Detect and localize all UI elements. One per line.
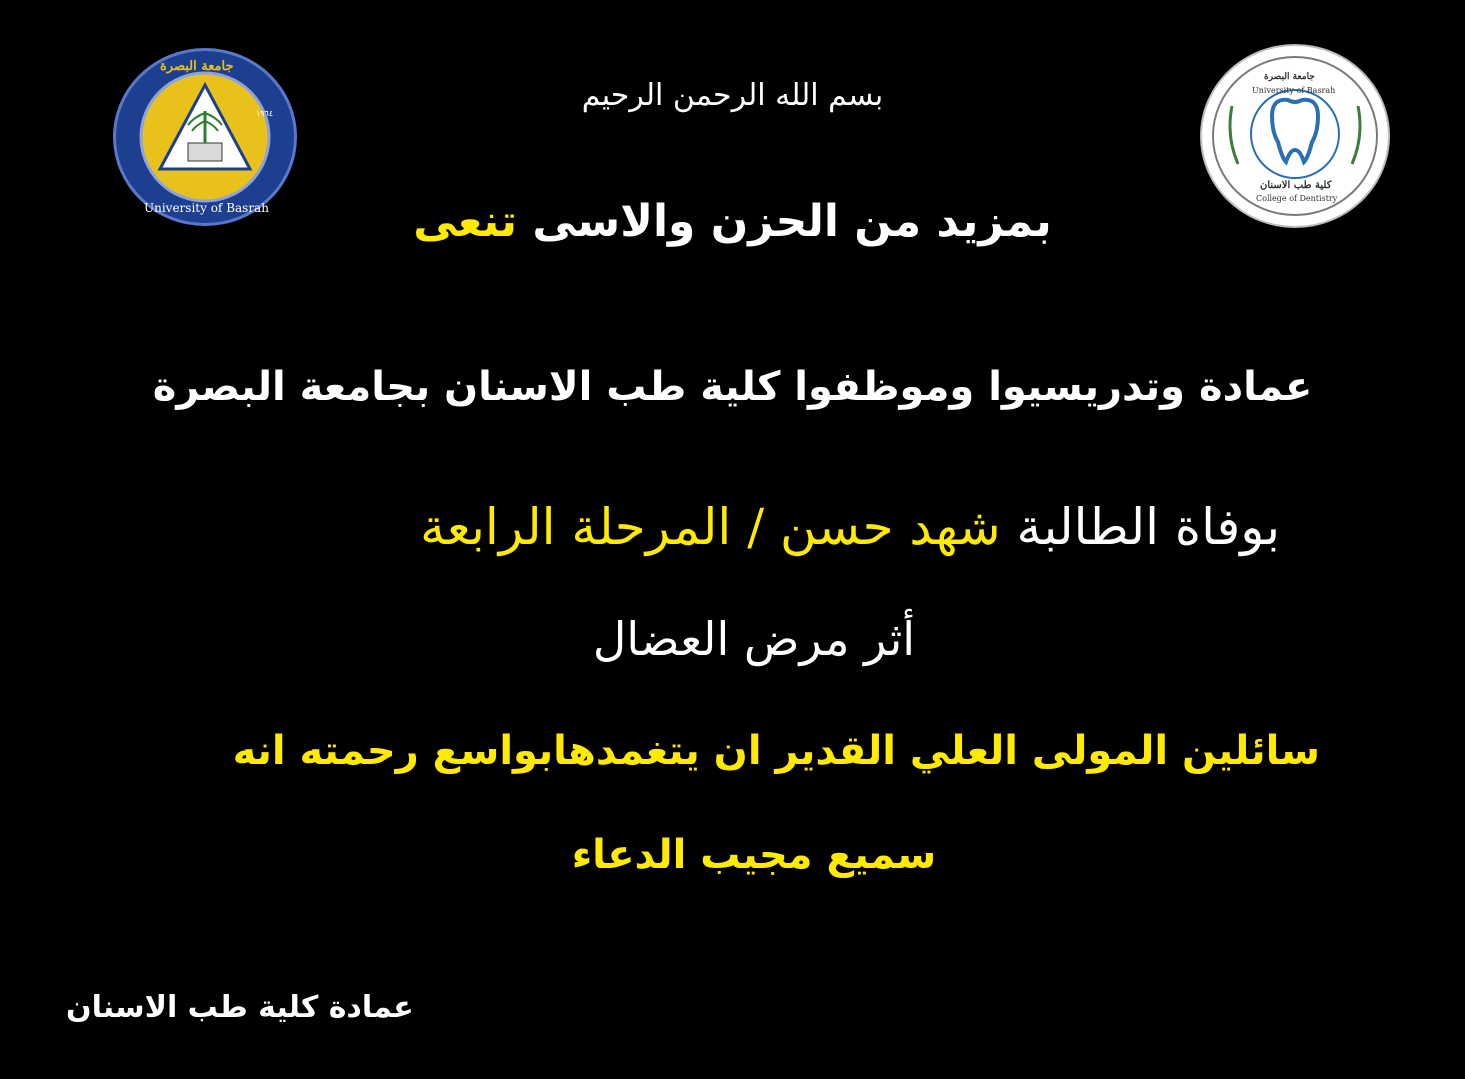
- prayer-line-1: سائلين المولى العلي القدير ان يتغمدهابواسع رحمته انه: [232, 728, 1320, 774]
- dentistry-arabic-university: جامعة البصرة: [1264, 72, 1315, 82]
- headline-yellow: تنعى: [413, 196, 518, 247]
- dentistry-english-university: University of Basrah: [1252, 86, 1336, 95]
- headline-white: بمزيد من الحزن والاسى: [532, 196, 1052, 247]
- dentistry-college-arabic: كلية طب الاسنان: [1260, 180, 1332, 191]
- basmala: بسم الله الرحمن الرحيم: [581, 78, 884, 113]
- footer-signature: عمادة كلية طب الاسنان: [66, 990, 414, 1025]
- death-white: بوفاة الطالبة: [1016, 498, 1280, 556]
- basrah-year: ١٩٦٤: [256, 109, 274, 118]
- prayer-line-2: سميع مجيب الدعاء: [571, 832, 937, 878]
- dean-line: عمادة وتدريسيوا وموظفوا كلية طب الاسنان بجامعة البصرة: [152, 364, 1313, 410]
- basrah-arabic-name: جامعة البصرة: [160, 59, 234, 74]
- basrah-english-name: University of Basrah: [144, 201, 269, 215]
- cause-line: أثر مرض العضال: [592, 612, 916, 666]
- headline: [0, 196, 1465, 247]
- student-name: شهد حسن / المرحلة الرابعة: [420, 498, 1001, 556]
- dentistry-college-english: College of Dentistry: [1256, 194, 1338, 203]
- death-announcement: [420, 498, 1280, 556]
